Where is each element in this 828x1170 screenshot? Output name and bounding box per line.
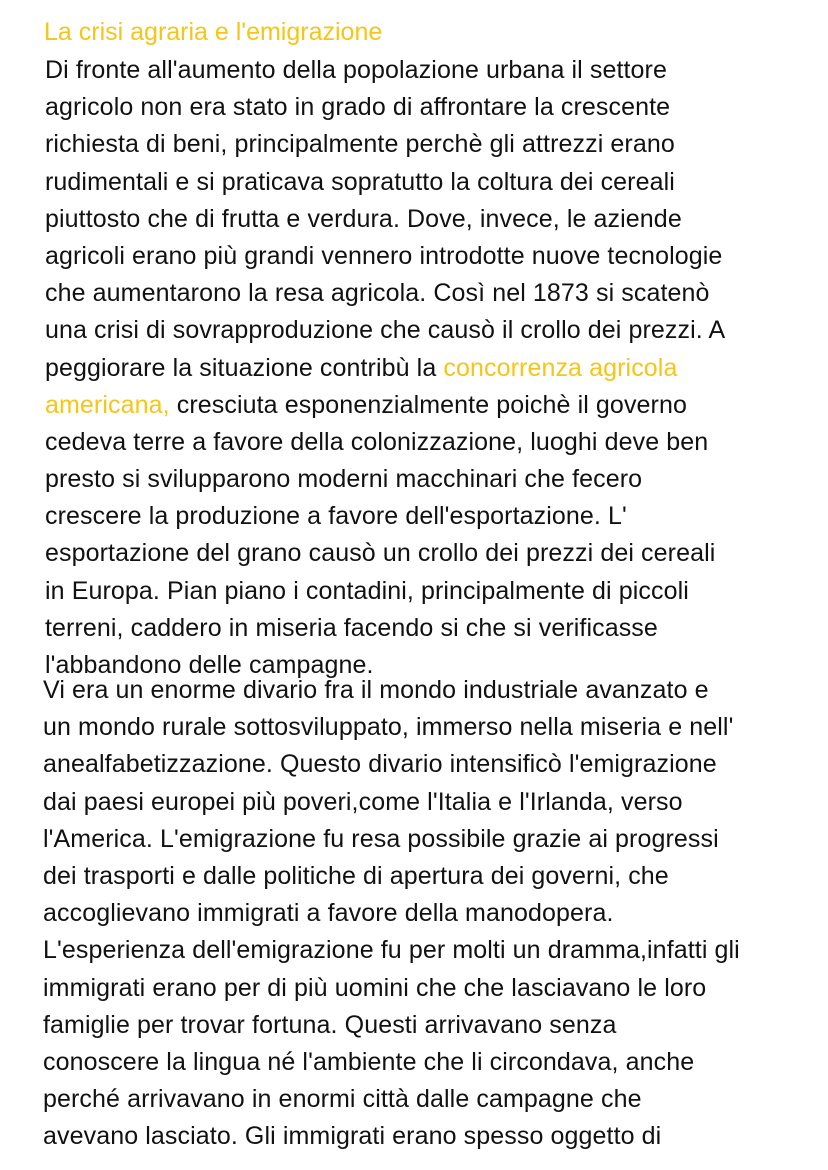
- text-run: famiglie per trovar fortuna. Questi arrivavano senza: [43, 1010, 617, 1039]
- text-run: agricolo non era stato in grado di affrontare la crescente: [45, 93, 671, 122]
- text-run: l'abbandono delle campagne.: [45, 651, 374, 679]
- text-line: [43, 746, 740, 783]
- text-line: [43, 672, 740, 709]
- text-run: L'esperienza dell'emigrazione fu per molti un dramma,infatti gli: [43, 936, 740, 965]
- text-run: un mondo rurale sottosviluppato, immerso nella miseria e nell': [43, 713, 734, 742]
- text-line: [45, 387, 725, 424]
- text-run: piuttosto che di frutta e verdura. Dove, invece, le aziende: [45, 204, 682, 233]
- text-run: richiesta di beni, principalmente perchè gli attrezzi erano: [45, 130, 675, 159]
- text-run: esportazione del grano causò un crollo dei prezzi dei cereali: [45, 539, 716, 568]
- highlighted-text: concorrenza agricola: [443, 353, 678, 382]
- text-line: [45, 201, 725, 238]
- text-run: dai paesi europei più poveri,come l'Italia e l'Irlanda, verso: [43, 787, 683, 816]
- text-line: [45, 312, 725, 349]
- text-run: anealfabetizzazione. Questo divario intensificò l'emigrazione: [43, 750, 717, 779]
- section-title: La crisi agraria e l'emigrazione: [44, 18, 383, 46]
- text-line: [45, 126, 725, 163]
- text-run: in Europa. Pian piano i contadini, principalmente di piccoli: [45, 576, 689, 605]
- text-line: [43, 784, 740, 821]
- text-run: cedeva terre a favore della colonizzazione, luoghi deve ben: [45, 427, 709, 456]
- text-run: perché arrivavano in enormi città dalle campagne che: [43, 1085, 642, 1114]
- text-run: rudimentali e si praticava sopratutto la coltura dei cereali: [45, 167, 675, 196]
- text-line: [43, 858, 740, 895]
- text-line: [43, 709, 740, 746]
- text-run: accoglievano immigrati a favore della manodopera.: [43, 899, 614, 928]
- text-line: [45, 350, 725, 387]
- text-line: [43, 1044, 740, 1081]
- text-run: che aumentarono la resa agricola. Così nel 1873 si scatenò: [45, 279, 710, 308]
- text-line: [45, 535, 725, 572]
- text-run: l'America. L'emigrazione fu resa possibile grazie ai progressi: [43, 824, 719, 853]
- text-run: cresciuta esponenzialmente poichè il governo: [169, 390, 687, 419]
- paragraph-crisi-agraria: [45, 52, 725, 684]
- text-line: [43, 821, 740, 858]
- highlighted-text: americana,: [45, 390, 170, 419]
- text-line: [43, 932, 740, 969]
- text-run: una crisi di sovrapproduzione che causò il crollo dei prezzi. A: [45, 316, 726, 345]
- text-line: [43, 1007, 740, 1044]
- text-run: dei trasporti e dalle politiche di apertura dei governi, che: [43, 861, 669, 890]
- text-run: conoscere la lingua né l'ambiente che li circondava, anche: [43, 1047, 695, 1076]
- text-run: avevano lasciato. Gli immigrati erano spesso oggetto di: [43, 1122, 662, 1151]
- text-line: [43, 1118, 740, 1155]
- text-line: [45, 238, 725, 275]
- text-line: [45, 610, 725, 647]
- text-run: peggiorare la situazione contribù la: [45, 353, 444, 382]
- paragraph-emigrazione: [43, 672, 740, 1155]
- text-line: [45, 164, 725, 201]
- text-line: [43, 895, 740, 932]
- text-line: [45, 573, 725, 610]
- text-line: [45, 424, 725, 461]
- text-run: presto si svilupparono moderni macchinari che fecero: [45, 465, 643, 494]
- text-run: Di fronte all'aumento della popolazione urbana il settore: [45, 56, 667, 84]
- text-run: terreni, caddero in miseria facendo si che si verificasse: [45, 613, 658, 642]
- text-line: [43, 970, 740, 1007]
- text-line: [43, 1081, 740, 1118]
- text-line: [45, 89, 725, 126]
- text-line: [45, 461, 725, 498]
- text-run: crescere la produzione a favore dell'esportazione. L': [45, 502, 627, 531]
- text-run: agricoli erano più grandi vennero introdotte nuove tecnologie: [45, 241, 723, 270]
- text-run: Vi era un enorme divario fra il mondo industriale avanzato e: [43, 676, 709, 704]
- text-line: [45, 275, 725, 312]
- text-run: immigrati erano per di più uomini che che lasciavano le loro: [43, 973, 707, 1002]
- text-line: [45, 52, 725, 89]
- text-line: [45, 498, 725, 535]
